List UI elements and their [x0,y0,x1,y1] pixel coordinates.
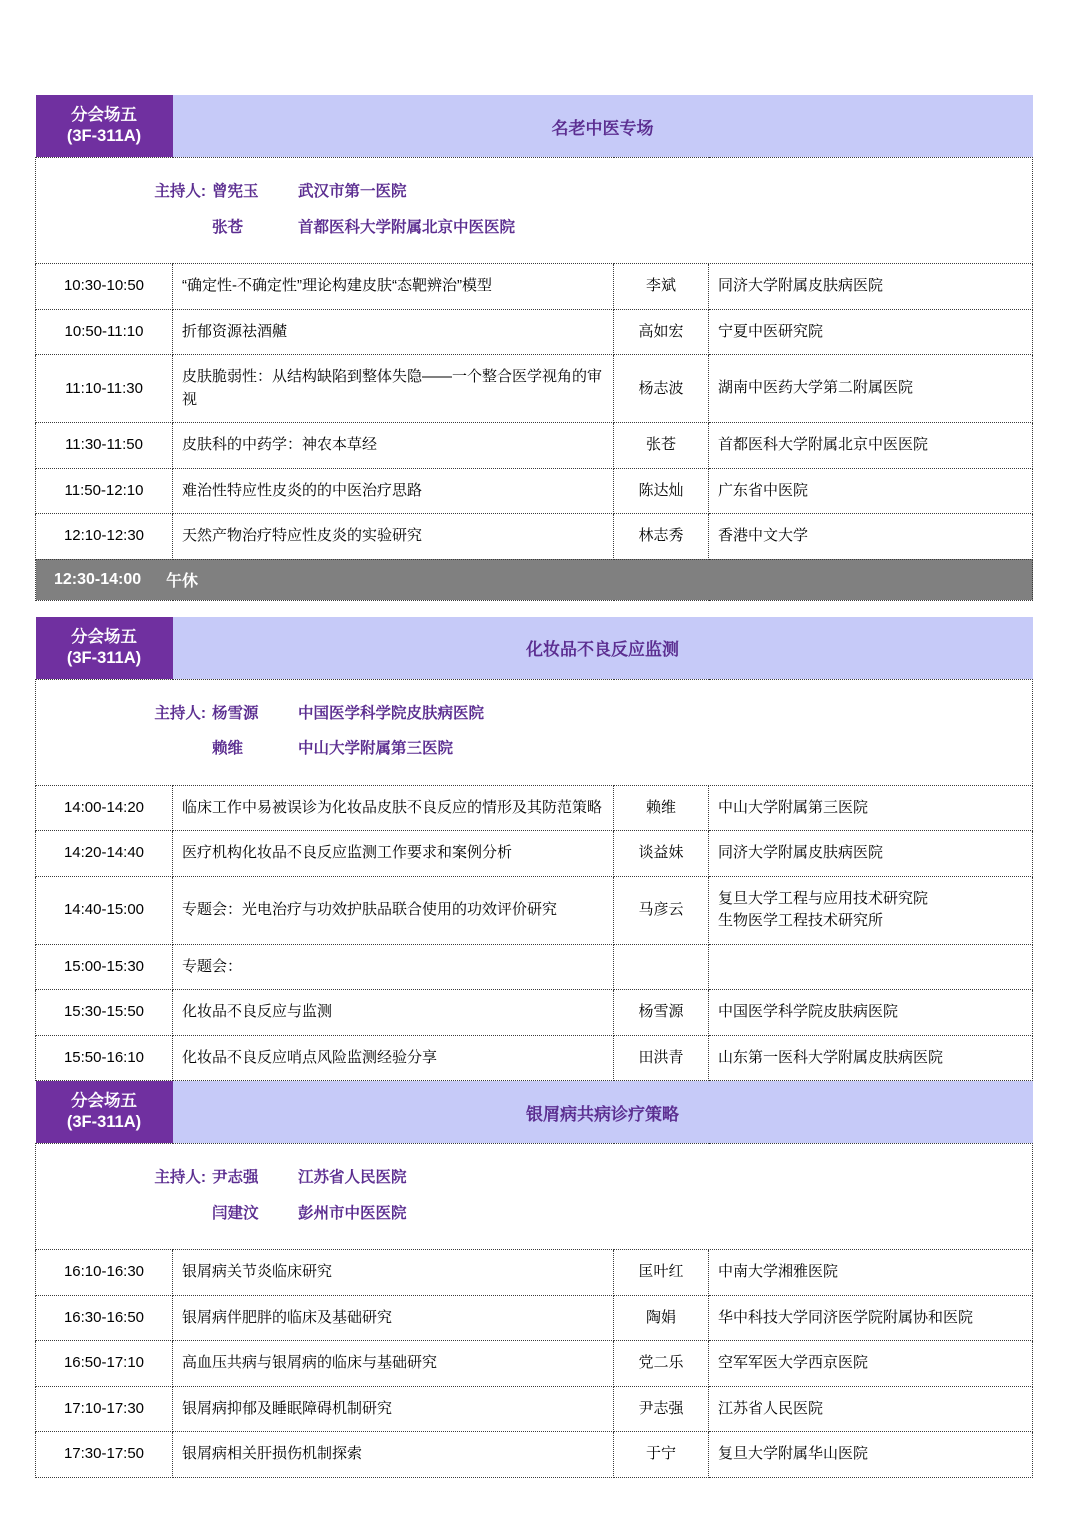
venue-name: 分会场五 [71,106,137,125]
session-speaker: 马彦云 [614,876,709,944]
session-title: 医疗机构化妆品不良反应监测工作要求和案例分析 [173,831,614,877]
table-row [36,1295,1033,1341]
host-name: 曾宪玉 [212,183,259,200]
host-name: 闫建汶 [212,1204,259,1222]
table-row [36,876,1033,944]
host-line [36,696,1032,732]
session-title: 高血压共病与银屑病的临床与基础研究 [173,1341,614,1387]
session-header-row [36,95,1033,158]
host-line [36,1196,1032,1232]
host-line [36,731,1032,767]
session-title: 天然产物治疗特应性皮炎的实验研究 [173,514,614,560]
table-row [36,944,1033,990]
session-title: 临床工作中易被误诊为化妆品皮肤不良反应的情形及其防范策略 [173,785,614,831]
organization-line: 首都医科大学附属北京中医医院 [718,436,929,453]
organization-line: 中国医学科学院皮肤病医院 [718,1003,899,1020]
host-organization: 首都医科大学附属北京中医医院 [298,218,516,236]
session-organization [709,264,1033,310]
session-speaker: 党二乐 [614,1341,709,1387]
session-speaker: 李斌 [614,264,709,310]
session-time: 14:20-14:40 [36,831,173,877]
session-header [36,617,1033,679]
session-header-row [36,617,1033,680]
session-speaker: 高如宏 [614,309,709,355]
organization-line: 同济大学附属皮肤病医院 [718,277,884,294]
host-name: 赖维 [212,740,244,757]
host-name: 尹志强 [212,1169,259,1186]
table-row [36,1250,1033,1296]
organization-line: 同济大学附属皮肤病医院 [718,844,884,861]
session-time: 15:50-16:10 [36,1035,173,1081]
organization-line: 中南大学湘雅医院 [718,1263,839,1280]
session-title: 银屑病抑郁及睡眠障碍机制研究 [173,1386,614,1432]
session-speaker [614,944,709,990]
session-title: 化妆品不良反应哨点风险监测经验分享 [173,1035,614,1081]
session-time: 14:40-15:00 [36,876,173,944]
organization-line: 复旦大学附属华山医院 [718,1445,869,1462]
table-row [36,990,1033,1036]
table-row [36,423,1033,469]
host-line [36,1160,1032,1196]
session-time: 16:50-17:10 [36,1341,173,1387]
session-speaker: 赖维 [614,785,709,831]
venue-badge [36,1081,173,1143]
session-hosts-row [36,1144,1033,1250]
host-lead-label: 主持人: [154,183,206,200]
session-header [36,1081,1033,1143]
session-organization [709,831,1033,877]
organization-line: 中山大学附属第三医院 [718,798,869,816]
session-speaker: 杨志波 [614,355,709,423]
host-lead-label: 主持人: [154,704,206,722]
session-header-row [36,1081,1033,1144]
session-time: 16:30-16:50 [36,1295,173,1341]
host-organization: 江苏省人民医院 [298,1169,407,1186]
table-row [36,468,1033,514]
table-row [36,309,1033,355]
session-title: 难治性特应性皮炎的的中医治疗思路 [173,468,614,514]
session-time: 11:30-11:50 [36,423,173,469]
table-row [36,1341,1033,1387]
session-topic: 名老中医专场 [173,95,1033,157]
session-organization [709,944,1033,990]
venue-badge [36,617,173,679]
lunch-break-label: 午休 [166,573,199,590]
table-row [36,785,1033,831]
session-organization [709,468,1033,514]
session-organization [709,1250,1033,1296]
session-title: “确定性-不确定性”理论构建皮肤“态靶辨治”模型 [173,264,614,310]
session-time: 17:10-17:30 [36,1386,173,1432]
organization-line: 广东省中医院 [718,481,809,499]
session-organization [709,309,1033,355]
session-organization [709,1295,1033,1341]
session-speaker: 尹志强 [614,1386,709,1432]
table-row [36,355,1033,423]
lunch-break-row [36,559,1033,600]
table-row [36,831,1033,877]
venue-room: (3F-311A) [66,648,142,667]
host-organization: 彭州市中医医院 [298,1204,407,1222]
venue-name: 分会场五 [71,627,137,646]
table-row [36,1386,1033,1432]
session-organization [709,990,1033,1036]
session-speaker: 谈益妹 [614,831,709,877]
session-organization [709,1432,1033,1478]
table-row [36,514,1033,560]
lunch-break [36,560,1032,600]
session-title: 化妆品不良反应与监测 [173,990,614,1036]
session-time: 10:30-10:50 [36,264,173,310]
venue-room: (3F-311A) [66,1113,142,1131]
session-organization [709,1386,1033,1432]
section-spacer [36,600,1033,617]
session-title: 皮肤脆弱性：从结构缺陷到整体失隐——一个整合医学视角的审视 [173,355,614,423]
schedule-table [35,95,1033,1478]
session-organization [709,1341,1033,1387]
venue-name: 分会场五 [71,1092,137,1111]
session-hosts-row [36,679,1033,785]
host-organization: 武汉市第一医院 [298,183,407,200]
session-speaker: 田洪青 [614,1035,709,1081]
session-organization [709,785,1033,831]
session-speaker: 张苍 [614,423,709,469]
session-speaker: 陈达灿 [614,468,709,514]
host-organization: 中国医学科学院皮肤病医院 [298,704,485,722]
session-topic: 银屑病共病诊疗策略 [173,1081,1033,1143]
organization-line: 空军军医大学西京医院 [718,1354,869,1371]
session-organization [709,514,1033,560]
host-name: 张苍 [212,218,244,236]
session-hosts-cell [36,1144,1033,1250]
session-speaker: 于宁 [614,1432,709,1478]
host-lead-label [36,1206,212,1222]
session-time: 11:10-11:30 [36,355,173,423]
session-header-cell [36,1081,1033,1144]
session-organization [709,355,1033,423]
session-speaker: 匡叶红 [614,1250,709,1296]
session-organization [709,876,1033,944]
organization-line: 复旦大学工程与应用技术研究院 [718,889,929,907]
organization-line: 华中科技大学同济医学院附属协和医院 [718,1308,974,1326]
session-title: 专题会： [173,944,614,990]
session-time: 12:10-12:30 [36,514,173,560]
session-speaker: 林志秀 [614,514,709,560]
session-time: 14:00-14:20 [36,785,173,831]
organization-line: 生物医学工程技术研究所 [718,912,884,929]
host-line [36,174,1032,210]
session-speaker: 杨雪源 [614,990,709,1036]
venue-badge [36,95,173,157]
table-row [36,264,1033,310]
session-header-cell [36,617,1033,680]
session-time: 10:50-11:10 [36,309,173,355]
host-lead-label [36,741,212,757]
session-title: 折郁资源祛酒齄 [173,309,614,355]
session-header-cell [36,95,1033,158]
organization-line: 湖南中医药大学第二附属医院 [718,379,914,397]
session-time: 17:30-17:50 [36,1432,173,1478]
organization-line: 香港中文大学 [718,527,809,544]
organization-line: 山东第一医科大学附属皮肤病医院 [718,1048,944,1066]
host-organization: 中山大学附属第三医院 [298,740,454,757]
session-time: 15:30-15:50 [36,990,173,1036]
session-title: 银屑病关节炎临床研究 [173,1250,614,1296]
session-title: 银屑病伴肥胖的临床及基础研究 [173,1295,614,1341]
lunch-break-time: 12:30-14:00 [54,570,142,588]
session-time: 15:00-15:30 [36,944,173,990]
lunch-break-cell [36,559,1033,600]
session-header [36,95,1033,157]
organization-line: 江苏省人民医院 [718,1399,824,1417]
host-line [36,210,1032,246]
host-lead-label: 主持人: [154,1169,206,1186]
table-row [36,1432,1033,1478]
session-organization [709,1035,1033,1081]
session-hosts-cell [36,679,1033,785]
venue-room: (3F-311A) [66,127,142,145]
session-title: 专题会：光电治疗与功效护肤品联合使用的功效评价研究 [173,876,614,944]
table-row [36,1035,1033,1081]
session-title: 皮肤科的中药学：神农本草经 [173,423,614,469]
host-name: 杨雪源 [212,704,259,722]
session-title: 银屑病相关肝损伤机制探索 [173,1432,614,1478]
session-hosts-cell [36,158,1033,264]
schedule-body [36,95,1033,1477]
session-hosts-row [36,158,1033,264]
session-organization [709,423,1033,469]
session-time: 11:50-12:10 [36,468,173,514]
section-spacer-cell [36,600,1033,617]
session-speaker: 陶娟 [614,1295,709,1341]
host-lead-label [36,220,212,236]
session-time: 16:10-16:30 [36,1250,173,1296]
session-topic: 化妆品不良反应监测 [173,617,1033,679]
organization-line: 宁夏中医研究院 [718,322,824,340]
